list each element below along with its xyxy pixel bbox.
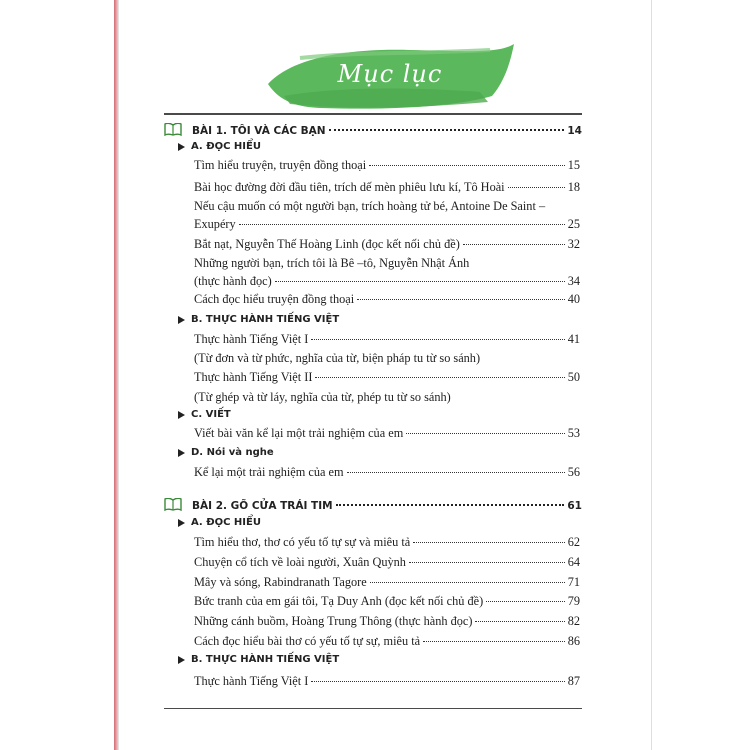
toc-entry[interactable] (194, 594, 580, 609)
entry-title: Tìm hiểu truyện, truyện đồng thoại (194, 158, 367, 172)
page-number: 41 (567, 332, 580, 346)
leader-dots (315, 377, 564, 378)
section-title: C. VIẾT (191, 409, 231, 420)
triangle-bullet-icon (178, 143, 185, 151)
page-number: 50 (567, 370, 580, 384)
page-number: 56 (567, 465, 580, 479)
open-book-icon (164, 498, 182, 511)
toc-entry[interactable] (194, 256, 580, 271)
page-number: 18 (567, 180, 580, 194)
page-number: 32 (567, 237, 580, 251)
lesson-heading[interactable] (164, 496, 582, 512)
leader-dots (370, 582, 565, 583)
title-divider (164, 113, 582, 115)
entry-title: Cách đọc hiểu truyện đồng thoại (194, 292, 355, 306)
triangle-bullet-icon (178, 411, 185, 419)
page-number: 86 (567, 634, 580, 648)
toc-entry[interactable] (194, 614, 580, 629)
page-number: 82 (567, 614, 580, 628)
page-number: 40 (567, 292, 580, 306)
lesson-title: BÀI 2. GÕ CỬA TRÁI TIM (192, 500, 333, 512)
page-number: 15 (567, 158, 580, 172)
leader-dots (311, 681, 564, 682)
page-number: 71 (567, 575, 580, 589)
toc-entry[interactable] (194, 634, 580, 649)
entry-title: Bài học đường đời đầu tiên, trích dế mèn phiêu lưu kí, Tô Hoài (194, 180, 505, 194)
leader-dots (406, 433, 564, 434)
page-number: 14 (567, 125, 582, 137)
toc-entry[interactable] (194, 237, 580, 252)
leader-dots (347, 472, 565, 473)
toc-entry[interactable] (194, 535, 580, 550)
leader-dots (409, 562, 565, 563)
lesson-title: BÀI 1. TÔI VÀ CÁC BẠN (192, 125, 326, 137)
entry-title: Những người bạn, trích tôi là Bê –tô, Nguyễn Nhật Ánh (194, 256, 470, 270)
section-heading[interactable] (178, 409, 231, 420)
entry-title: Thực hành Tiếng Việt I (194, 674, 309, 688)
toc-entry[interactable] (194, 575, 580, 590)
page-number: 34 (567, 274, 580, 288)
entry-title: Thực hành Tiếng Việt I (194, 332, 309, 346)
toc-title-banner (260, 38, 520, 120)
leader-dots (336, 504, 565, 506)
entry-title: Chuyện cổ tích về loài người, Xuân Quỳnh (194, 555, 406, 569)
lesson-heading[interactable] (164, 121, 582, 137)
entry-note: (Từ ghép và từ láy, nghĩa của từ, phép tu từ so sánh) (194, 390, 451, 404)
leader-dots (463, 244, 565, 245)
section-heading[interactable] (178, 314, 339, 325)
leader-dots (413, 542, 564, 543)
toc-entry[interactable] (194, 674, 580, 689)
entry-title: Bức tranh của em gái tôi, Tạ Duy Anh (đọc kết nối chủ đề) (194, 594, 484, 608)
section-heading[interactable] (178, 141, 261, 152)
triangle-bullet-icon (178, 449, 185, 457)
entry-title-continued: Exupéry (194, 217, 236, 231)
entry-title: Kể lại một trải nghiệm của em (194, 465, 344, 479)
section-heading[interactable] (178, 447, 274, 458)
toc-entry[interactable] (194, 370, 580, 385)
entry-title: Tìm hiểu thơ, thơ có yếu tố tự sự và miêu tả (194, 535, 411, 549)
toc-entry[interactable] (194, 332, 580, 347)
triangle-bullet-icon (178, 656, 185, 664)
leader-dots (329, 129, 565, 131)
leader-dots (475, 621, 564, 622)
section-heading[interactable] (178, 517, 261, 528)
page-number: 87 (567, 674, 580, 688)
open-book-icon (164, 123, 182, 136)
entry-title: Nếu cậu muốn có một người bạn, trích hoàng tử bé, Antoine De Saint – (194, 199, 546, 213)
entry-title: Viết bài văn kể lại một trải nghiệm của em (194, 426, 404, 440)
entry-note: (Từ đơn và từ phức, nghĩa của từ, biện pháp tu từ so sánh) (194, 351, 481, 365)
leader-dots (311, 339, 564, 340)
leader-dots (486, 601, 565, 602)
leader-dots (423, 641, 565, 642)
toc-entry[interactable] (194, 158, 580, 173)
page-number: 61 (567, 500, 582, 512)
page-number: 79 (567, 594, 580, 608)
toc-entry[interactable] (194, 180, 580, 195)
toc-entry[interactable] (194, 465, 580, 480)
page-number: 62 (567, 535, 580, 549)
triangle-bullet-icon (178, 519, 185, 527)
leader-dots (369, 165, 565, 166)
section-heading[interactable] (178, 654, 339, 665)
page-number: 53 (567, 426, 580, 440)
entry-title: Mây và sóng, Rabindranath Tagore (194, 575, 367, 589)
leader-dots (508, 187, 565, 188)
entry-title: Bắt nạt, Nguyễn Thế Hoàng Linh (đọc kết nối chủ đề) (194, 237, 460, 251)
triangle-bullet-icon (178, 316, 185, 324)
page-number: 64 (567, 555, 580, 569)
entry-title-continued: (thực hành đọc) (194, 274, 272, 288)
section-title: B. THỰC HÀNH TIẾNG VIỆT (191, 314, 340, 325)
section-title: D. Nói và nghe (191, 447, 274, 458)
toc-entry[interactable] (194, 555, 580, 570)
page-number: 25 (567, 217, 580, 231)
toc-entry-continued[interactable] (194, 274, 580, 289)
footer-divider (164, 708, 582, 709)
section-title: A. ĐỌC HIỂU (191, 517, 261, 528)
section-title: B. THỰC HÀNH TIẾNG VIỆT (191, 654, 340, 665)
entry-title: Cách đọc hiểu bài thơ có yếu tố tự sự, miêu tả (194, 634, 421, 648)
entry-title: Những cánh buồm, Hoàng Trung Thông (thực hành đọc) (194, 614, 473, 628)
leader-dots (357, 299, 565, 300)
toc-title: Mục lục (337, 60, 443, 88)
section-title: A. ĐỌC HIỂU (191, 141, 261, 152)
toc-entry-continued[interactable] (194, 217, 580, 232)
toc-entry[interactable] (194, 292, 580, 307)
entry-title: Thực hành Tiếng Việt II (194, 370, 313, 384)
leader-dots (275, 281, 565, 282)
toc-entry[interactable] (194, 426, 580, 441)
toc-entry[interactable] (194, 199, 580, 214)
leader-dots (239, 224, 565, 225)
